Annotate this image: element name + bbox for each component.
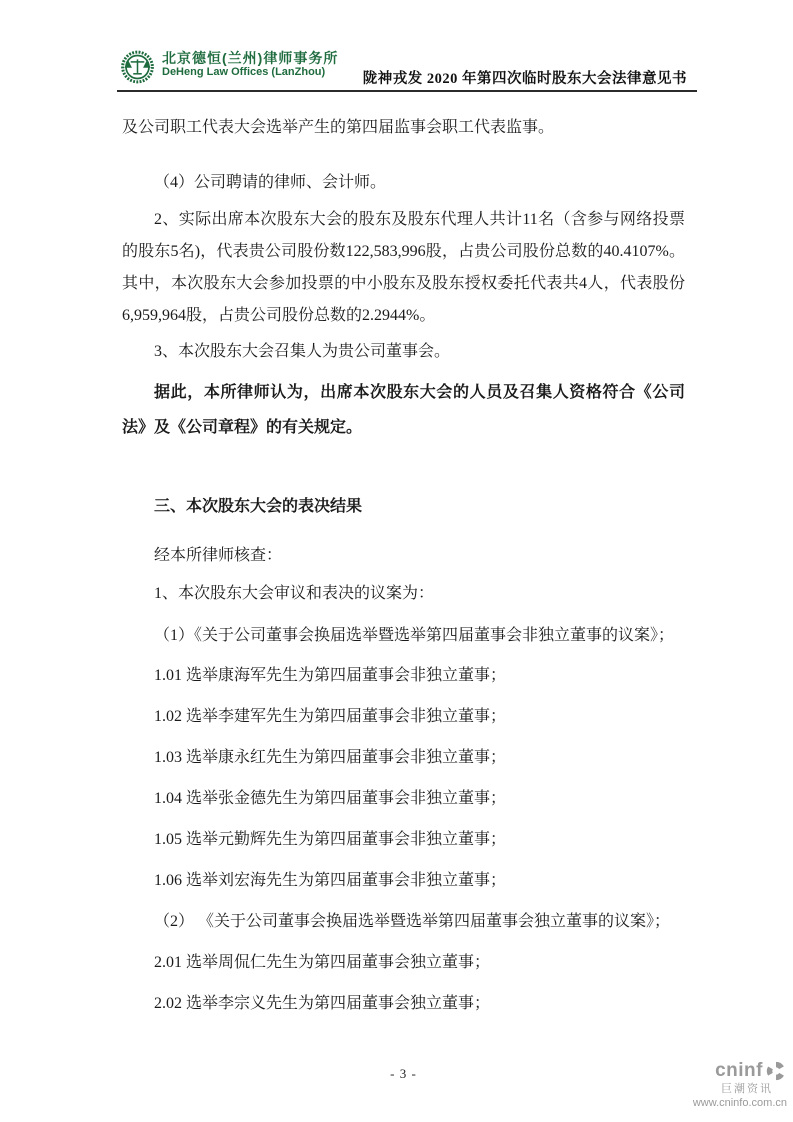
- proposal-item-1-06: 1.06 选举刘宏海先生为第四届董事会非独立董事；: [154, 872, 507, 889]
- document-title: 陇神戎发 2020 年第四次临时股东大会法律意见书: [362, 71, 687, 87]
- document-body: [122, 112, 685, 1029]
- law-firm-name-cn: 北京德恒(兰州)律师事务所: [162, 50, 339, 66]
- proposal-item-2-02: 2.02 选举李宗义先生为第四届董事会独立董事；: [154, 995, 491, 1012]
- cninfo-watermark: [693, 1060, 787, 1109]
- law-firm-name-en: DeHeng Law Offices (LanZhou): [162, 66, 326, 79]
- cninfo-swirl-icon: [765, 1060, 787, 1082]
- paragraph-continuation: 及公司职工代表大会选举产生的第四届监事会职工代表监事。: [122, 119, 555, 136]
- page-header: [120, 50, 687, 90]
- section-heading: 三、本次股东大会的表决结果: [154, 498, 363, 515]
- paragraph-proposals-intro: 1、本次股东大会审议和表决的议案为：: [154, 585, 435, 602]
- header-divider: [117, 90, 697, 92]
- proposal-item-2-01: 2.01 选举周侃仁先生为第四届董事会独立董事；: [154, 954, 491, 971]
- proposal-group-2: （2） 《关于公司董事会换届选举暨选举第四届董事会独立董事的议案》；: [154, 913, 671, 930]
- cninfo-name-cn: 巨潮资讯: [721, 1083, 773, 1095]
- paragraph-item-4: （4）公司聘请的律师、会计师。: [154, 174, 387, 191]
- cninfo-url: www.cninfo.com.cn: [692, 1096, 787, 1109]
- paragraph-convener: 3、本次股东大会召集人为贵公司董事会。: [154, 343, 451, 360]
- paragraph-verification: 经本所律师核查：: [154, 547, 283, 564]
- proposal-item-1-02: 1.02 选举李建军先生为第四届董事会非独立董事；: [154, 708, 507, 725]
- deheng-scales-logo-icon: [120, 50, 155, 84]
- paragraph-attendance: 2、实际出席本次股东大会的股东及股东代理人共计11名（含参与网络投票的股东5名)，代表贵公司股份数122,583,996股，占贵公司股份总数的40.4107%。其中，本次股东大会参加投票的中小股东及股东授权委托代表共4人，代表股份6,959,964股，占贵公司股份总数的2.2944%。: [122, 211, 685, 324]
- cninfo-logo-text: cninf: [715, 1060, 763, 1082]
- proposal-item-1-01: 1.01 选举康海军先生为第四届董事会非独立董事；: [154, 667, 507, 684]
- proposal-group-1: （1）《关于公司董事会换届选举暨选举第四届董事会非独立董事的议案》；: [154, 627, 675, 644]
- proposal-item-1-04: 1.04 选举张金德先生为第四届董事会非独立董事；: [154, 790, 507, 807]
- page-number: - 3 -: [390, 1066, 417, 1081]
- paragraph-lawyer-opinion: 据此，本所律师认为，出席本次股东大会的人员及召集人资格符合《公司法》及《公司章程》的有关规定。: [122, 384, 685, 436]
- proposal-item-1-05: 1.05 选举元勤辉先生为第四届董事会非独立董事；: [154, 831, 507, 848]
- proposal-item-1-03: 1.03 选举康永红先生为第四届董事会非独立董事；: [154, 749, 507, 766]
- law-firm-brand: [120, 50, 338, 84]
